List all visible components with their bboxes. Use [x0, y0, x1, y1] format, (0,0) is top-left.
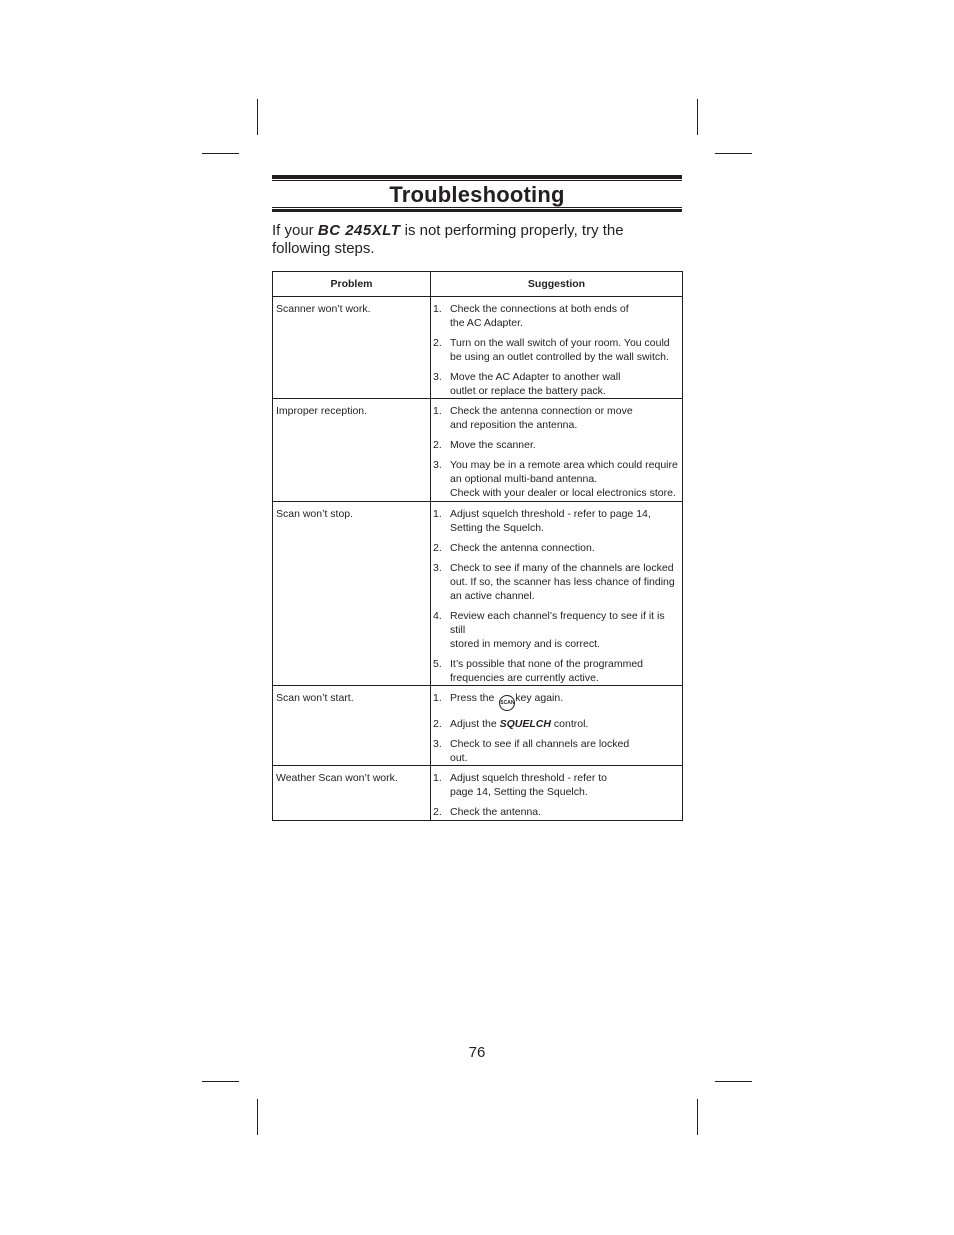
suggestion-step [433, 404, 679, 432]
step-number: 3. [433, 562, 442, 574]
step-text: Check the connections at both ends of the AC Adapter. [450, 303, 629, 329]
step-number: 2. [433, 718, 442, 730]
crop-mark [697, 99, 698, 135]
step-number: 1. [433, 692, 442, 704]
step-number: 2. [433, 806, 442, 818]
suggestion-step [433, 336, 679, 364]
crop-mark [697, 1099, 698, 1135]
title-rule [272, 209, 682, 212]
suggestion-step [433, 805, 679, 819]
table-row [273, 297, 683, 399]
table-row [273, 686, 683, 766]
problem-cell: Scan won’t stop. [273, 502, 431, 686]
suggestion-cell [431, 686, 683, 766]
step-text: Check the antenna. [450, 806, 542, 818]
step-number: 5. [433, 658, 442, 670]
step-text: Check to see if many of the channels are locked out. If so, the scanner has less chance of finding an active channel. [450, 562, 675, 602]
step-text-post: control. [550, 718, 589, 730]
problem-header: Problem [273, 272, 431, 297]
step-number: 1. [433, 405, 442, 417]
table-row [273, 502, 683, 686]
crop-mark [257, 99, 258, 135]
step-text: Adjust squelch threshold - refer to page 14, Setting the Squelch. [450, 508, 651, 534]
page-number: 76 [468, 1044, 486, 1061]
suggestion-header: Suggestion [431, 272, 683, 297]
suggestion-step [433, 302, 679, 330]
troubleshooting-table [272, 271, 683, 821]
page-title: Troubleshooting [389, 182, 565, 207]
scan-key-icon: SCAN [499, 695, 515, 711]
step-text: Review each channel’s frequency to see if it is still stored in memory and is correct. [450, 610, 665, 650]
suggestion-cell [431, 399, 683, 502]
suggestion-cell [431, 766, 683, 821]
intro-prefix: If your [272, 222, 318, 239]
step-number: 1. [433, 772, 442, 784]
step-number: 3. [433, 738, 442, 750]
step-text: Turn on the wall switch of your room. You could be using an outlet controlled by the wall switch. [450, 337, 670, 363]
suggestion-cell [431, 502, 683, 686]
step-text: Adjust squelch threshold - refer to page 14, Setting the Squelch. [450, 772, 607, 798]
problem-cell: Weather Scan won’t work. [273, 766, 431, 821]
intro-suffix: is not performing properly, try the following steps. [272, 222, 624, 257]
crop-mark [202, 1081, 239, 1082]
title-rule [272, 207, 682, 208]
crop-mark [202, 153, 239, 154]
suggestion-step [433, 541, 679, 555]
table-row [273, 399, 683, 502]
table-header-row [273, 272, 683, 297]
step-text: Check to see if all channels are locked out. [450, 738, 630, 764]
suggestion-step [433, 370, 679, 398]
crop-mark [257, 1099, 258, 1135]
suggestion-step [433, 507, 679, 535]
suggestion-step [433, 771, 679, 799]
title-block [272, 175, 682, 212]
crop-mark [715, 1081, 752, 1082]
suggestion-step [433, 438, 679, 452]
crop-mark [715, 153, 752, 154]
step-text: Move the scanner. [450, 439, 536, 451]
step-number: 3. [433, 371, 442, 383]
step-text-pre: Adjust the [450, 718, 500, 730]
step-text [450, 717, 679, 731]
step-text-pre: Press the [450, 692, 498, 704]
step-number: 3. [433, 459, 442, 471]
problem-cell: Scan won’t start. [273, 686, 431, 766]
suggestion-step [433, 609, 679, 651]
problem-cell: Scanner won’t work. [273, 297, 431, 399]
step-number: 2. [433, 337, 442, 349]
suggestion-step [433, 561, 679, 603]
step-text: You may be in a remote area which could require an optional multi-band antenna. Check with your dealer or local electronics store. [450, 459, 678, 499]
suggestion-cell [431, 297, 683, 399]
step-text: Check the antenna connection. [450, 542, 595, 554]
table-row [273, 766, 683, 821]
intro-paragraph [272, 222, 682, 258]
step-text: Move the AC Adapter to another wall outlet or replace the battery pack. [450, 371, 621, 397]
step-number: 2. [433, 542, 442, 554]
step-number: 2. [433, 439, 442, 451]
step-number: 1. [433, 508, 442, 520]
suggestion-step [433, 657, 679, 685]
suggestion-step [433, 458, 679, 500]
squelch-control-name: SQUELCH [499, 718, 551, 730]
step-number: 4. [433, 610, 442, 622]
step-text: Check the antenna connection or move and reposition the antenna. [450, 405, 633, 431]
step-text: It’s possible that none of the programmed frequencies are currently active. [450, 658, 644, 684]
model-name: BC 245XLT [317, 222, 401, 239]
step-text [450, 691, 679, 711]
step-text-post: key again. [515, 692, 564, 704]
suggestion-step [433, 691, 679, 711]
step-number: 1. [433, 303, 442, 315]
problem-cell: Improper reception. [273, 399, 431, 502]
suggestion-step [433, 737, 679, 765]
title-rule [272, 175, 682, 179]
suggestion-step [433, 717, 679, 731]
